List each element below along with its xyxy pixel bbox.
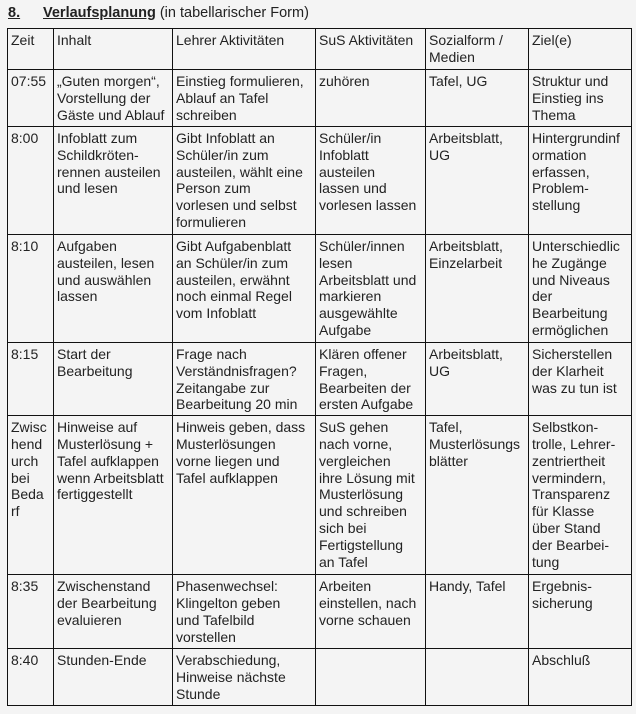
cell-social-form-media: Arbeitsblatt, Einzelarbeit	[426, 235, 529, 343]
cell-goals: Hintergrundinf ormation erfassen, Problem- stellung	[529, 127, 632, 235]
cell-content: Aufgaben austeilen, lesen und auswählen lassen	[54, 235, 173, 343]
cell-social-form-media: Tafel, UG	[426, 70, 529, 127]
cell-social-form-media: Tafel, Musterlösungs blätter	[426, 416, 529, 575]
cell-content: Zwischenstand der Bearbeitung evaluieren	[54, 575, 173, 649]
table-row	[8, 575, 632, 649]
header-goals: Ziel(e)	[529, 29, 632, 70]
cell-teacher-activities: Frage nach Verständnisfragen? Zeitangabe zur Bearbeitung 20 min	[173, 343, 316, 416]
cell-time: 8:10	[8, 235, 54, 343]
cell-social-form-media: Arbeitsblatt, UG	[426, 127, 529, 235]
cell-content: „Guten morgen“, Vorstellung der Gäste und Ablauf	[54, 70, 173, 127]
section-subtitle: (in tabellarischer Form)	[155, 5, 309, 21]
cell-student-activities: Klären offener Fragen, Bearbeiten der ersten Aufgabe	[316, 343, 426, 416]
cell-content: Hinweise auf Musterlösung + Tafel aufklappen wenn Arbeitsblatt fertiggestellt	[54, 416, 173, 575]
table-row	[8, 416, 632, 575]
table-row	[8, 127, 632, 235]
cell-time: 8:00	[8, 127, 54, 235]
cell-goals: Unterschiedlic he Zugänge und Niveaus der Bearbeitung ermöglichen	[529, 235, 632, 343]
cell-student-activities: SuS gehen nach vorne, vergleichen ihre Lösung mit Musterlösung und schreiben sich bei Fertigstellung an Tafel	[316, 416, 426, 575]
cell-student-activities: zuhören	[316, 70, 426, 127]
cell-time: 8:15	[8, 343, 54, 416]
cell-content: Stunden-Ende	[54, 649, 173, 706]
cell-teacher-activities: Gibt Aufgabenblatt an Schüler/in zum austeilen, erwähnt noch einmal Regel vom Infoblatt	[173, 235, 316, 343]
header-time: Zeit	[8, 29, 54, 70]
cell-time: 8:35	[8, 575, 54, 649]
cell-goals: Sicherstellen der Klarheit was zu tun ist	[529, 343, 632, 416]
cell-time: 07:55	[8, 70, 54, 127]
header-teacher-activities: Lehrer Aktivitäten	[173, 29, 316, 70]
cell-goals: Selbstkon- trolle, Lehrer- zentriertheit vermindern, Transparenz für Klasse über Stand der Bearbei- tung	[529, 416, 632, 575]
section-title: Verlaufsplanung	[43, 5, 156, 21]
cell-time: 8:40	[8, 649, 54, 706]
cell-student-activities: Schüler/in Infoblatt austeilen lassen und vorlesen lassen	[316, 127, 426, 235]
cell-goals: Abschluß	[529, 649, 632, 706]
cell-social-form-media: Arbeitsblatt, UG	[426, 343, 529, 416]
section-heading	[8, 5, 309, 21]
cell-social-form-media: Handy, Tafel	[426, 575, 529, 649]
cell-student-activities: Arbeiten einstellen, nach vorne schauen	[316, 575, 426, 649]
cell-student-activities: Schüler/innen lesen Arbeitsblatt und markieren ausgewählte Aufgabe	[316, 235, 426, 343]
cell-content: Start der Bearbeitung	[54, 343, 173, 416]
lesson-plan-table	[7, 28, 632, 706]
cell-teacher-activities: Hinweis geben, dass Musterlösungen vorne liegen und Tafel aufklappen	[173, 416, 316, 575]
table-row	[8, 649, 632, 706]
table-row	[8, 70, 632, 127]
cell-content: Infoblatt zum Schildkröten- rennen austeilen und lesen	[54, 127, 173, 235]
cell-teacher-activities: Verabschiedung, Hinweise nächste Stunde	[173, 649, 316, 706]
cell-student-activities	[316, 649, 426, 706]
cell-teacher-activities: Gibt Infoblatt an Schüler/in zum austeilen, wählt eine Person zum vorlesen und selbst formulieren	[173, 127, 316, 235]
header-student-activities: SuS Aktivitäten	[316, 29, 426, 70]
header-row	[8, 29, 632, 70]
cell-social-form-media	[426, 649, 529, 706]
cell-teacher-activities: Phasenwechsel: Klingelton geben und Tafelbild vorstellen	[173, 575, 316, 649]
cell-goals: Struktur und Einstieg ins Thema	[529, 70, 632, 127]
cell-goals: Ergebnis- sicherung	[529, 575, 632, 649]
section-number: 8.	[8, 5, 21, 21]
cell-time: Zwisc hend urch bei Beda rf	[8, 416, 54, 575]
table-row	[8, 343, 632, 416]
header-content: Inhalt	[54, 29, 173, 70]
table-row	[8, 235, 632, 343]
cell-teacher-activities: Einstieg formulieren, Ablauf an Tafel schreiben	[173, 70, 316, 127]
header-social-form-media: Sozialform / Medien	[426, 29, 529, 70]
